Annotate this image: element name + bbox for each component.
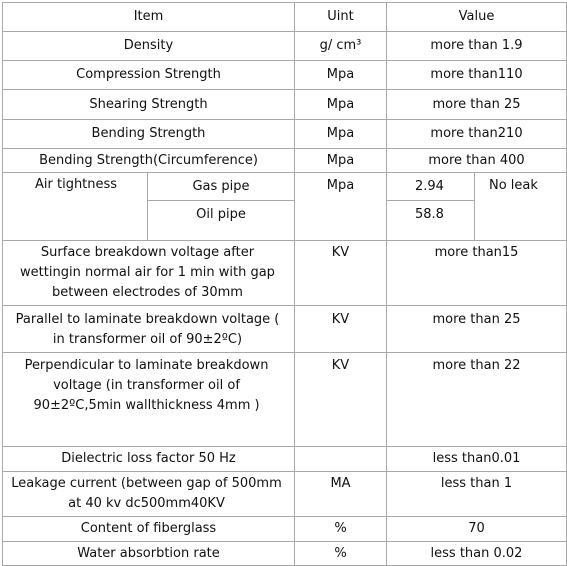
row-item: Perpendicular to laminate breakdown voltage (in transformer oil of 90±2ºC,5min wallthickness 4mm )	[3, 353, 295, 447]
table-row	[3, 517, 567, 542]
header-value: Value	[387, 3, 567, 32]
table-row	[3, 353, 567, 447]
air-tightness-unit: Mpa	[295, 173, 387, 241]
row-value: more than 400	[387, 149, 567, 173]
row-unit: Mpa	[295, 120, 387, 149]
row-item: Bending Strength	[3, 120, 295, 149]
spec-table	[2, 2, 567, 566]
row-value: less than 0.02	[387, 542, 567, 566]
row-value: more than15	[387, 241, 567, 306]
row-item: Surface breakdown voltage after wettingin normal air for 1 min with gap between electrodes of 30mm	[3, 241, 295, 306]
row-unit: %	[295, 542, 387, 566]
table-row	[3, 447, 567, 472]
row-item: Parallel to laminate breakdown voltage ( in transformer oil of 90±2ºC)	[3, 306, 295, 353]
row-value: more than 22	[387, 353, 567, 447]
row-unit: KV	[295, 241, 387, 306]
table-row	[3, 306, 567, 353]
header-unit: Uint	[295, 3, 387, 32]
row-item: Water absorbtion rate	[3, 542, 295, 566]
row-unit: KV	[295, 306, 387, 353]
row-item: Density	[3, 32, 295, 61]
air-tightness-row-gas	[3, 173, 567, 201]
row-value: 70	[387, 517, 567, 542]
row-item: Bending Strength(Circumference)	[3, 149, 295, 173]
gas-pipe-value: 2.94	[387, 173, 475, 201]
row-value: more than 1.9	[387, 32, 567, 61]
row-item: Dielectric loss factor 50 Hz	[3, 447, 295, 472]
row-unit: Mpa	[295, 90, 387, 120]
row-unit: Mpa	[295, 61, 387, 90]
row-item: Compression Strength	[3, 61, 295, 90]
row-value: more than110	[387, 61, 567, 90]
row-value: less than 1	[387, 472, 567, 517]
no-leak-value: No leak	[475, 173, 567, 241]
table-row	[3, 472, 567, 517]
row-unit: MA	[295, 472, 387, 517]
row-item: Leakage current (between gap of 500mm at 40 kv dc500mm40KV	[3, 472, 295, 517]
row-value: less than0.01	[387, 447, 567, 472]
table-row	[3, 90, 567, 120]
table-row	[3, 120, 567, 149]
row-unit: KV	[295, 353, 387, 447]
row-unit: g/ cm³	[295, 32, 387, 61]
table-row	[3, 32, 567, 61]
table-row	[3, 542, 567, 566]
oil-pipe-label: Oil pipe	[148, 201, 295, 241]
row-value: more than210	[387, 120, 567, 149]
row-unit	[295, 447, 387, 472]
gas-pipe-label: Gas pipe	[148, 173, 295, 201]
header-row	[3, 3, 567, 32]
header-item: Item	[3, 3, 295, 32]
table-row	[3, 241, 567, 306]
row-value: more than 25	[387, 306, 567, 353]
row-unit: Mpa	[295, 149, 387, 173]
row-item: Shearing Strength	[3, 90, 295, 120]
table-row	[3, 149, 567, 173]
row-value: more than 25	[387, 90, 567, 120]
row-unit: %	[295, 517, 387, 542]
oil-pipe-value: 58.8	[387, 201, 475, 241]
air-tightness-label: Air tightness	[3, 173, 148, 241]
row-item: Content of fiberglass	[3, 517, 295, 542]
table-row	[3, 61, 567, 90]
